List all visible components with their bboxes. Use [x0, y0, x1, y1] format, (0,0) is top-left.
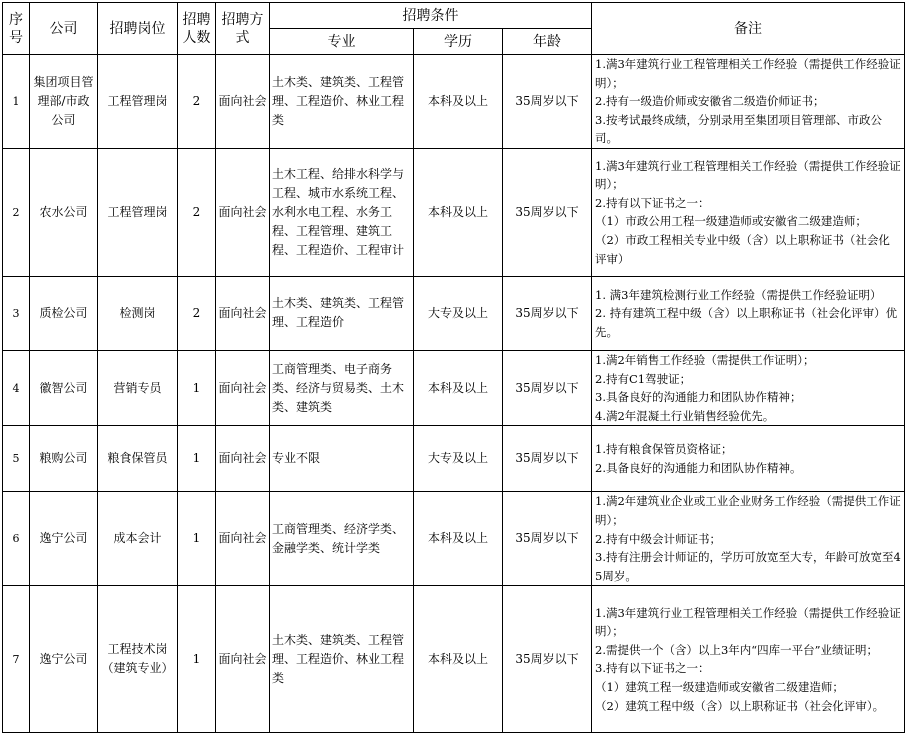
remark-line: 2.持有一级造价师或安徽省二级造价师证书； — [595, 94, 825, 109]
cell-major: 工商管理类、经济学类、金融学类、统计学类 — [270, 492, 414, 586]
remark-line: 1.满2年建筑业企业或工业企业财务工作经验（需提供工作证明）； — [595, 494, 901, 527]
remark-line: 3.持有以下证书之一： — [595, 661, 710, 676]
cell-age: 35周岁以下 — [503, 148, 592, 276]
cell-method: 面向社会 — [216, 148, 270, 276]
cell-education: 本科及以上 — [414, 350, 503, 425]
cell-remarks — [592, 586, 905, 733]
cell-position: 成本会计 — [98, 492, 178, 586]
cell-age: 35周岁以下 — [503, 426, 592, 492]
remark-line: 3.具备良好的沟通能力和团队协作精神； — [595, 390, 802, 405]
remark-line: 2.持有中级会计师证书； — [595, 531, 721, 546]
remark-line: 2.具备良好的沟通能力和团队协作精神。 — [595, 460, 802, 475]
remark-line: 1.持有粮食保管员资格证； — [595, 442, 733, 457]
remark-line: 2.持有以下证书之一： — [595, 195, 710, 210]
cell-position: 粮食保管员 — [98, 426, 178, 492]
remark-line: （2）市政工程相关专业中级（含）以上职称证书（社会化评审） — [595, 233, 890, 266]
cell-count: 1 — [178, 426, 216, 492]
cell-seq: 5 — [3, 426, 30, 492]
header-count: 招聘人数 — [178, 3, 216, 55]
cell-position: 工程管理岗 — [98, 55, 178, 149]
cell-remarks — [592, 492, 905, 586]
remark-line: （1）建筑工程一级建造师或安徽省二级建造师； — [595, 679, 844, 694]
table-row — [3, 55, 905, 149]
cell-major: 专业不限 — [270, 426, 414, 492]
cell-education: 本科及以上 — [414, 148, 503, 276]
cell-age: 35周岁以下 — [503, 492, 592, 586]
header-company: 公司 — [30, 3, 98, 55]
cell-count: 1 — [178, 586, 216, 733]
cell-remarks — [592, 55, 905, 149]
cell-method: 面向社会 — [216, 492, 270, 586]
cell-company: 质检公司 — [30, 276, 98, 350]
cell-method: 面向社会 — [216, 55, 270, 149]
cell-seq: 6 — [3, 492, 30, 586]
cell-position: 工程管理岗 — [98, 148, 178, 276]
remark-line: 1.满2年销售工作经验（需提供工作证明）； — [595, 352, 815, 367]
table-row — [3, 586, 905, 733]
cell-remarks — [592, 350, 905, 425]
cell-position: 检测岗 — [98, 276, 178, 350]
recruitment-table — [2, 2, 905, 733]
remark-line: 1.满3年建筑行业工程管理相关工作经验（需提供工作经验证明）； — [595, 57, 901, 90]
cell-company: 集团项目管理部/市政公司 — [30, 55, 98, 149]
cell-major: 土木类、建筑类、工程管理、工程造价、林业工程类 — [270, 55, 414, 149]
table-row — [3, 276, 905, 350]
remark-line: 2. 持有建筑工程中级（含）以上职称证书（社会化评审）优先。 — [595, 306, 898, 339]
cell-method: 面向社会 — [216, 586, 270, 733]
cell-major: 土木类、建筑类、工程管理、工程造价、林业工程类 — [270, 586, 414, 733]
cell-education: 本科及以上 — [414, 586, 503, 733]
cell-age: 35周岁以下 — [503, 586, 592, 733]
cell-count: 2 — [178, 276, 216, 350]
cell-company: 逸宁公司 — [30, 586, 98, 733]
table-row — [3, 426, 905, 492]
cell-major: 土木类、建筑类、工程管理、工程造价 — [270, 276, 414, 350]
header-remarks: 备注 — [592, 3, 905, 55]
cell-education: 本科及以上 — [414, 492, 503, 586]
cell-education: 大专及以上 — [414, 276, 503, 350]
table-row — [3, 148, 905, 276]
header-education: 学历 — [414, 29, 503, 55]
cell-seq: 7 — [3, 586, 30, 733]
cell-position: 工程技术岗（建筑专业） — [98, 586, 178, 733]
cell-remarks — [592, 426, 905, 492]
remark-line: 2.持有C1驾驶证； — [595, 371, 692, 386]
cell-education: 本科及以上 — [414, 55, 503, 149]
cell-count: 2 — [178, 148, 216, 276]
cell-company: 粮购公司 — [30, 426, 98, 492]
remark-line: 2.需提供一个（含）以上3年内“四库一平台”业绩证明； — [595, 642, 879, 657]
cell-seq: 1 — [3, 55, 30, 149]
cell-count: 1 — [178, 492, 216, 586]
table-row — [3, 350, 905, 425]
cell-age: 35周岁以下 — [503, 55, 592, 149]
cell-remarks — [592, 148, 905, 276]
cell-seq: 3 — [3, 276, 30, 350]
cell-position: 营销专员 — [98, 350, 178, 425]
cell-education: 大专及以上 — [414, 426, 503, 492]
remark-line: 1. 满3年建筑检测行业工作经验（需提供工作经验证明） — [595, 287, 882, 302]
cell-method: 面向社会 — [216, 350, 270, 425]
cell-seq: 2 — [3, 148, 30, 276]
remark-line: （2）建筑工程中级（含）以上职称证书（社会化评审）。 — [595, 698, 885, 713]
cell-count: 1 — [178, 350, 216, 425]
table-row — [3, 492, 905, 586]
header-conditions: 招聘条件 — [270, 3, 592, 29]
remark-line: 1.满3年建筑行业工程管理相关工作经验（需提供工作经验证明）； — [595, 605, 901, 639]
cell-company: 农水公司 — [30, 148, 98, 276]
header-position: 招聘岗位 — [98, 3, 178, 55]
cell-company: 徽智公司 — [30, 350, 98, 425]
cell-major: 工商管理类、电子商务类、经济与贸易类、土木类、建筑类 — [270, 350, 414, 425]
remark-line: 1.满3年建筑行业工程管理相关工作经验（需提供工作经验证明）； — [595, 158, 901, 192]
remark-line: （1）市政公用工程一级建造师或安徽省二级建造师； — [595, 214, 867, 229]
cell-method: 面向社会 — [216, 426, 270, 492]
cell-seq: 4 — [3, 350, 30, 425]
cell-age: 35周岁以下 — [503, 276, 592, 350]
cell-count: 2 — [178, 55, 216, 149]
header-major: 专业 — [270, 29, 414, 55]
header-age: 年龄 — [503, 29, 592, 55]
header-method: 招聘方式 — [216, 3, 270, 55]
cell-company: 逸宁公司 — [30, 492, 98, 586]
cell-method: 面向社会 — [216, 276, 270, 350]
cell-remarks — [592, 276, 905, 350]
header-seq: 序号 — [3, 3, 30, 55]
cell-age: 35周岁以下 — [503, 350, 592, 425]
remark-line: 4.满2年混凝土行业销售经验优先。 — [595, 408, 775, 423]
remark-line: 3.按考试最终成绩，分别录用至集团项目管理部、市政公司。 — [595, 112, 882, 146]
remark-line: 3.持有注册会计师证的，学历可放宽至大专，年龄可放宽至45周岁。 — [595, 550, 901, 583]
cell-major: 土木工程、给排水科学与工程、城市水系统工程、水利水电工程、水务工程、工程管理、建筑工程、工程造价、工程审计 — [270, 148, 414, 276]
